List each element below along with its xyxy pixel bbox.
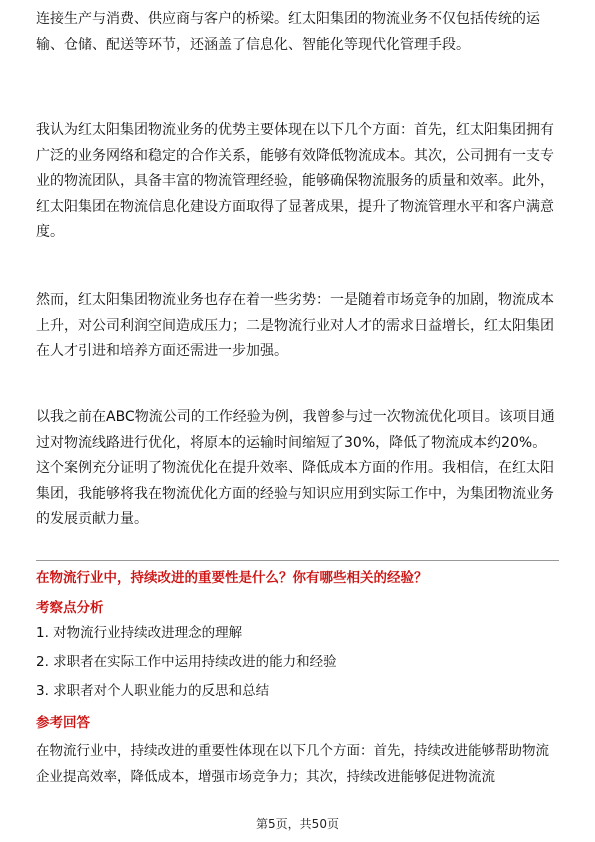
paragraph-3: 然而，红太阳集团物流业务也存在着一些劣势：一是随着市场竞争的加剧，物流成本上升，对公司利润空间造成压力；二是物流行业对人才的需求日益增长，红太阳集团在人才引进和培养方面还需进一步加强。 <box>36 292 554 359</box>
analysis-item: 3. 求职者对个人职业能力的反思和总结 <box>36 683 270 699</box>
page-footer: 第5页，共50页 <box>256 817 339 831</box>
analysis-item: 1. 对物流行业持续改进理念的理解 <box>36 625 243 641</box>
analysis-item: 2. 求职者在实际工作中运用持续改进的能力和经验 <box>36 654 337 670</box>
analysis-heading: 考察点分析 <box>36 600 104 616</box>
answer-text: 在物流行业中，持续改进的重要性体现在以下几个方面：首先，持续改进能够帮助物流企业提高效率，降低成本，增强市场竞争力；其次，持续改进能够促进物流流 <box>36 743 549 785</box>
paragraph-4: 以我之前在ABC物流公司的工作经验为例，我曾参与过一次物流优化项目。该项目通过对物流线路进行优化，将原本的运输时间缩短了30%，降低了物流成本约20%。这个案例充分证明了物流优化在提升效率、降低成本方面的作用。我相信，在红太阳集团，我能够将我在物流优化方面的经验与知识应用到实际工作中，为集团物流业务的发展贡献力量。 <box>36 409 555 527</box>
paragraph-2: 我认为红太阳集团物流业务的优势主要体现在以下几个方面：首先，红太阳集团拥有广泛的业务网络和稳定的合作关系，能够有效降低物流成本。其次，公司拥有一支专业的物流团队，具备丰富的物流管理经验，能够确保物流服务的质量和效率。此外，红太阳集团在物流信息化建设方面取得了显著成果，提升了物流管理水平和客户满意度。 <box>36 122 554 240</box>
answer-heading: 参考回答 <box>36 715 90 731</box>
section-divider <box>36 560 559 561</box>
paragraph-1: 连接生产与消费、供应商与客户的桥梁。红太阳集团的物流业务不仅包括传统的运输、仓储、配送等环节，还涵盖了信息化、智能化等现代化管理手段。 <box>36 11 540 53</box>
question-heading: 在物流行业中，持续改进的重要性是什么？你有哪些相关的经验？ <box>36 570 428 586</box>
